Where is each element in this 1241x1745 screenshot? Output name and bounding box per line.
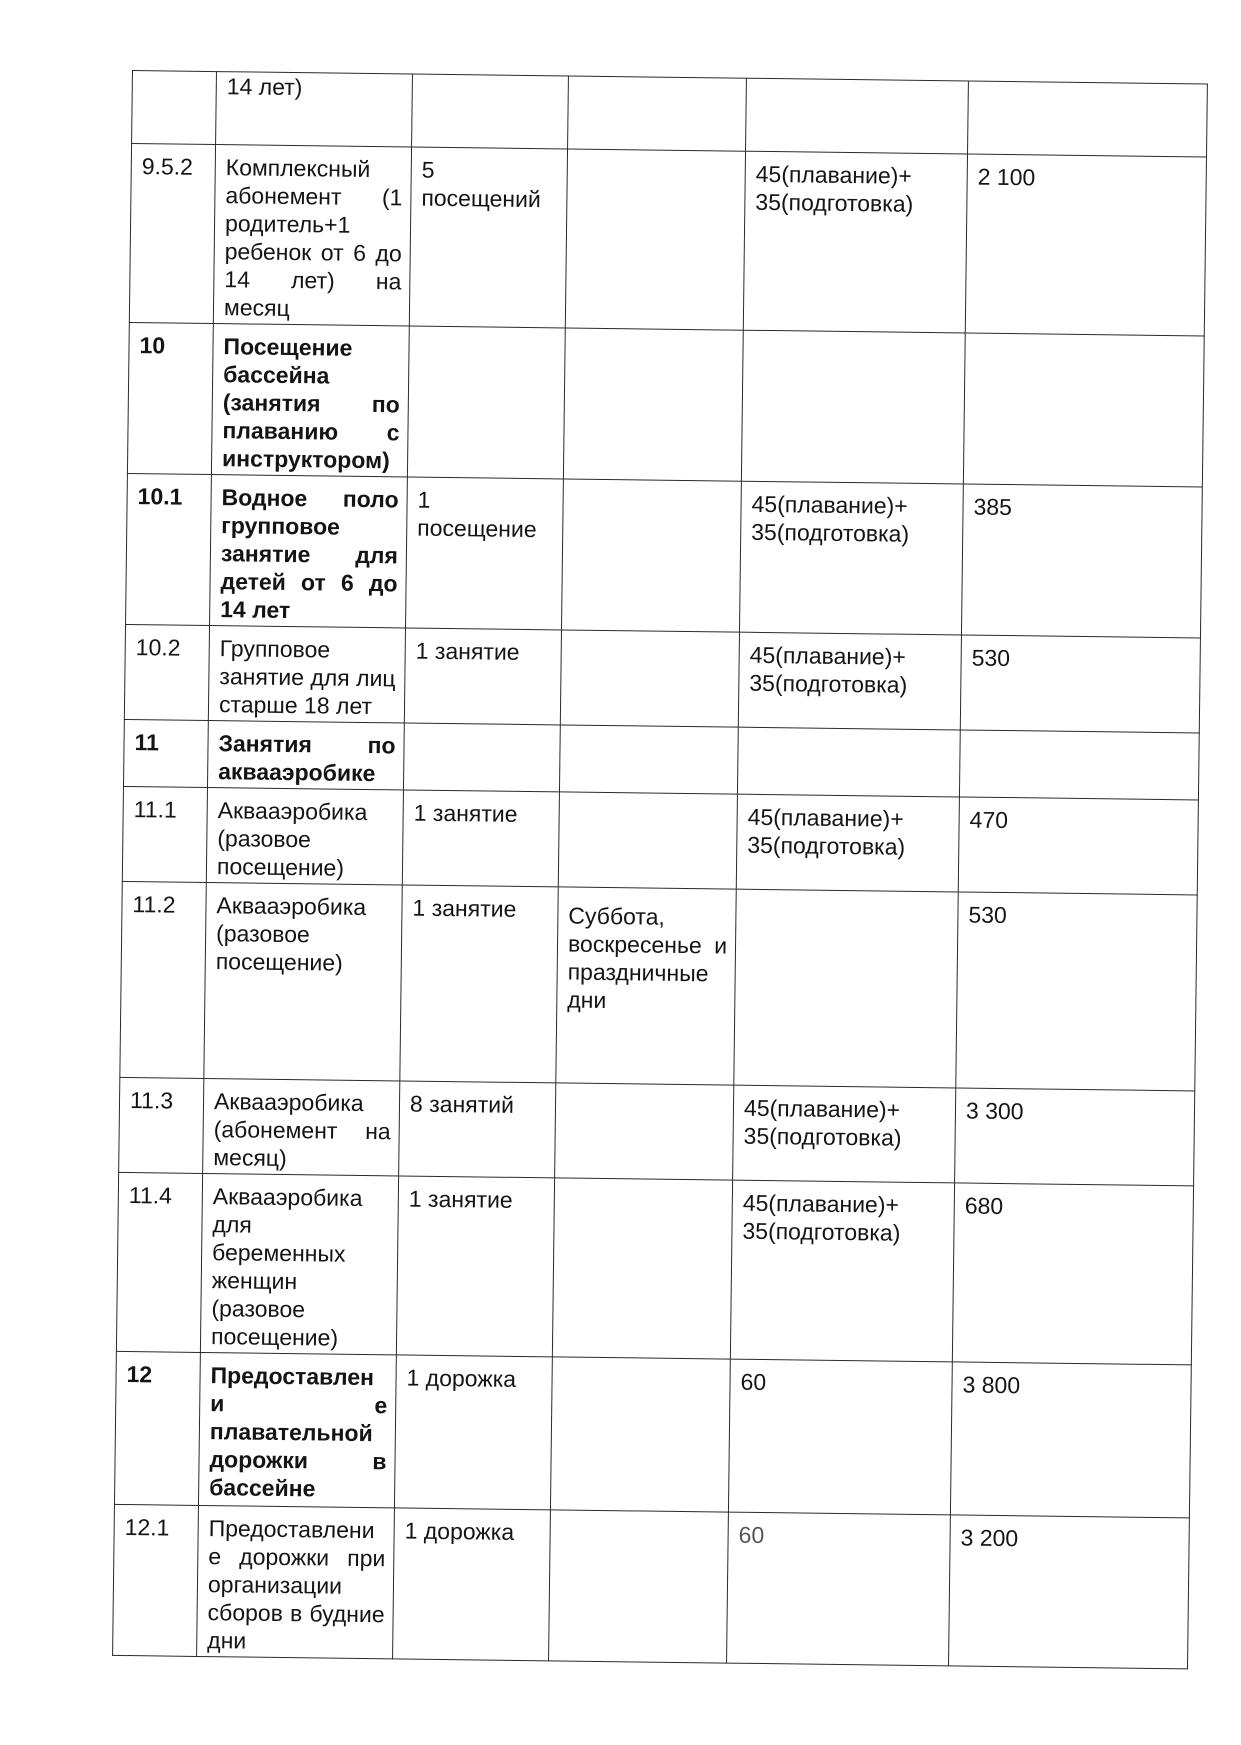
service-name: Водное поло групповое занятие для детей от 6 до 14 лет — [210, 475, 408, 628]
price: 3 300 — [955, 1088, 1195, 1186]
table-row — [129, 144, 1206, 336]
duration: 45(плавание)+ 35(подготовка) — [738, 632, 961, 730]
duration: 45(плавание)+ 35(подготовка) — [730, 1180, 954, 1362]
row-number: 11 — [123, 719, 208, 787]
price: 530 — [956, 892, 1197, 1091]
note — [558, 792, 737, 889]
unit: 1 занятие — [396, 1176, 554, 1357]
unit: 1 занятие — [402, 790, 559, 887]
price: 3 800 — [950, 1362, 1191, 1518]
table-row — [122, 786, 1198, 895]
unit: 1 занятие — [400, 885, 558, 1083]
service-name: Групповое занятие для лиц старше 18 лет — [208, 626, 405, 723]
price: 530 — [960, 635, 1200, 733]
note — [552, 1178, 732, 1359]
table-row — [132, 71, 1208, 158]
service-name: Предоставлени е плавательной дорожки в бассейне — [198, 1352, 396, 1507]
price: 385 — [961, 484, 1202, 638]
service-name: 14 лет) — [216, 72, 413, 147]
unit: 1 посещение — [406, 477, 564, 630]
duration: 45(плавание)+ 35(подготовка) — [736, 794, 959, 892]
duration: 45(плавание)+ 35(подготовка) — [743, 151, 967, 333]
price: 470 — [958, 797, 1198, 895]
unit — [403, 723, 560, 792]
note — [568, 76, 747, 151]
duration — [741, 330, 965, 484]
row-number: 11.2 — [120, 881, 206, 1078]
row-number: 11.4 — [116, 1172, 202, 1352]
table-row — [119, 1077, 1195, 1186]
price: 3 200 — [949, 1515, 1190, 1669]
price — [968, 81, 1208, 157]
table-row — [114, 1351, 1191, 1517]
price: 680 — [952, 1183, 1193, 1365]
price — [959, 730, 1199, 800]
table-row — [113, 1504, 1190, 1668]
note — [555, 1083, 734, 1180]
duration — [737, 727, 960, 797]
note — [549, 1510, 729, 1663]
service-name: Аквааэробика (разовое посещение) — [204, 882, 402, 1080]
row-number: 12.1 — [113, 1504, 199, 1656]
row-number — [132, 71, 217, 145]
note — [561, 479, 741, 632]
service-name: Аквааэробика (абонемент на месяц) — [203, 1078, 400, 1175]
row-number: 9.5.2 — [129, 144, 215, 324]
row-number: 11.1 — [122, 786, 207, 882]
price: 2 100 — [965, 154, 1206, 336]
service-name: Комплексный абонемент (1 родитель+1 ребенок от 6 до 14 лет) на месяц — [213, 145, 411, 326]
price-table — [112, 70, 1208, 1669]
service-name: Занятия по аквааэробике — [207, 721, 404, 790]
table-row — [116, 1172, 1193, 1364]
unit — [412, 74, 569, 149]
table-row — [126, 473, 1203, 637]
note — [550, 1357, 730, 1512]
unit: 8 занятий — [399, 1081, 556, 1178]
unit: 1 дорожка — [393, 1508, 551, 1661]
note — [563, 328, 743, 481]
duration: 60 — [728, 1359, 952, 1515]
unit: 1 занятие — [404, 628, 561, 725]
duration: 45(плавание)+ 35(подготовка) — [733, 1085, 956, 1183]
note — [565, 149, 745, 330]
service-name: Предоставление дорожки при организации сборов в будние дни — [197, 1505, 395, 1658]
service-name: Аквааэробика (разовое посещение) — [206, 788, 403, 885]
unit: 5 посещений — [409, 147, 567, 328]
duration — [746, 78, 969, 154]
price — [963, 333, 1204, 487]
duration: 45(плавание)+ 35(подготовка) — [739, 481, 963, 635]
duration: 60 — [727, 1512, 951, 1666]
row-number: 10.2 — [124, 624, 209, 720]
duration — [734, 889, 958, 1088]
row-number: 11.3 — [119, 1077, 204, 1173]
table-row — [127, 322, 1204, 486]
row-number: 10.1 — [126, 473, 212, 625]
note — [559, 725, 738, 794]
unit — [407, 326, 565, 479]
note: Суббота, воскресенье и праздничные дни — [556, 887, 736, 1085]
table-row — [120, 881, 1197, 1090]
row-number: 12 — [114, 1351, 200, 1505]
unit: 1 дорожка — [394, 1355, 552, 1510]
service-name: Посещение бассейна (занятия по плаванию с инструктором) — [211, 324, 409, 477]
row-number: 10 — [127, 322, 213, 474]
service-name: Аквааэробика для беременных женщин (разовое посещение) — [200, 1173, 398, 1354]
table-row — [124, 624, 1200, 733]
note — [560, 630, 739, 727]
